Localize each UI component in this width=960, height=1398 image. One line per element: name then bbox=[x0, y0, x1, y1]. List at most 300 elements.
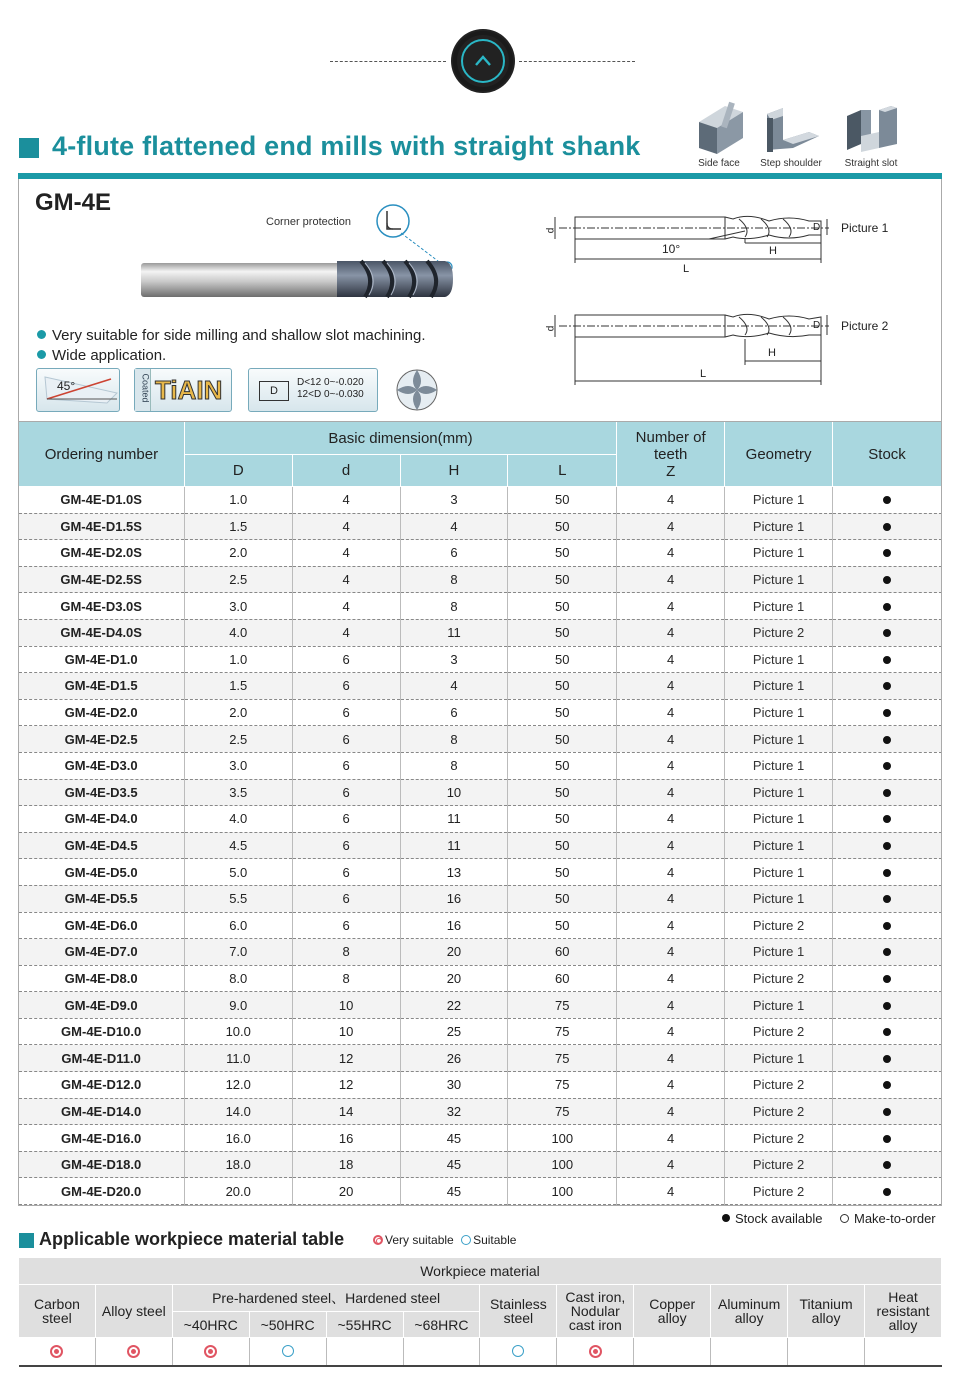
dim-d-cell: 6 bbox=[292, 806, 400, 833]
ordering-number-cell: GM-4E-D16.0 bbox=[19, 1125, 185, 1152]
stock-available-icon bbox=[883, 975, 891, 983]
teeth-count-cell: 4 bbox=[617, 992, 725, 1019]
dim-L-cell: 75 bbox=[508, 1098, 617, 1125]
table-row bbox=[19, 673, 942, 700]
table-row bbox=[19, 992, 942, 1019]
dim-H-cell: 22 bbox=[400, 992, 508, 1019]
dim-H-cell: 26 bbox=[400, 1045, 508, 1072]
geometry-cell: Picture 1 bbox=[725, 885, 833, 912]
geometry-cell: Picture 2 bbox=[725, 912, 833, 939]
teeth-count-cell: 4 bbox=[617, 1098, 725, 1125]
geometry-cell: Picture 1 bbox=[725, 1045, 833, 1072]
feature-item: Wide application. bbox=[37, 346, 426, 366]
operation-straight-slot bbox=[836, 100, 906, 169]
rating-cell bbox=[403, 1338, 480, 1366]
stock-cell bbox=[833, 487, 942, 514]
ordering-number-cell: GM-4E-D8.0 bbox=[19, 965, 185, 992]
dim-D-cell: 3.0 bbox=[184, 593, 292, 620]
teeth-count-cell: 4 bbox=[617, 885, 725, 912]
dim-L-cell: 100 bbox=[508, 1125, 617, 1152]
header-ordering: Ordering number bbox=[19, 422, 185, 487]
dim-d-cell: 6 bbox=[292, 673, 400, 700]
h-label-1: H bbox=[769, 245, 777, 257]
ordering-number-cell: GM-4E-D4.0S bbox=[19, 619, 185, 646]
dim-d-cell: 6 bbox=[292, 699, 400, 726]
big-d-label-2: D bbox=[813, 320, 821, 331]
stock-cell bbox=[833, 859, 942, 886]
dim-L-cell: 50 bbox=[508, 752, 617, 779]
stock-cell bbox=[833, 540, 942, 567]
stock-cell bbox=[833, 699, 942, 726]
stock-available-icon bbox=[883, 496, 891, 504]
dim-H-cell: 16 bbox=[400, 912, 508, 939]
dim-d-cell: 6 bbox=[292, 752, 400, 779]
dim-D-cell: 2.5 bbox=[184, 566, 292, 593]
geometry-cell: Picture 1 bbox=[725, 806, 833, 833]
operation-label: Straight slot bbox=[844, 158, 898, 169]
stock-available-icon bbox=[883, 1028, 891, 1036]
rating-cell bbox=[326, 1338, 403, 1366]
dim-D-cell: 3.0 bbox=[184, 752, 292, 779]
stock-available-icon bbox=[883, 1135, 891, 1143]
dim-d-cell: 12 bbox=[292, 1072, 400, 1099]
teeth-count-cell: 4 bbox=[617, 1072, 725, 1099]
dim-L-cell: 50 bbox=[508, 593, 617, 620]
material-rating-row bbox=[19, 1338, 942, 1366]
dim-d-cell: 6 bbox=[292, 779, 400, 806]
ordering-number-cell: GM-4E-D4.0 bbox=[19, 806, 185, 833]
model-name: GM-4E bbox=[35, 189, 112, 216]
dim-d-cell: 10 bbox=[292, 1018, 400, 1045]
dim-D-cell: 8.0 bbox=[184, 965, 292, 992]
teeth-count-cell: 4 bbox=[617, 619, 725, 646]
geometry-cell: Picture 1 bbox=[725, 646, 833, 673]
header-H: H bbox=[400, 455, 508, 487]
dim-L-cell: 50 bbox=[508, 859, 617, 886]
dim-d-cell: 8 bbox=[292, 965, 400, 992]
dim-D-cell: 6.0 bbox=[184, 912, 292, 939]
col-68hrc: ~68HRC bbox=[403, 1312, 480, 1338]
header-d: d bbox=[292, 455, 400, 487]
suitable-icon bbox=[282, 1345, 294, 1357]
geometry-cell: Picture 1 bbox=[725, 513, 833, 540]
ordering-number-cell: GM-4E-D5.0 bbox=[19, 859, 185, 886]
teeth-count-cell: 4 bbox=[617, 832, 725, 859]
dim-H-cell: 11 bbox=[400, 832, 508, 859]
dim-L-cell: 50 bbox=[508, 726, 617, 753]
geometry-cell: Picture 1 bbox=[725, 540, 833, 567]
table-row bbox=[19, 752, 942, 779]
stock-cell bbox=[833, 1098, 942, 1125]
chevron-up-icon bbox=[471, 49, 495, 73]
dim-L-cell: 50 bbox=[508, 912, 617, 939]
col-copper: Copper alloy bbox=[634, 1285, 711, 1338]
dim-H-cell: 4 bbox=[400, 513, 508, 540]
stock-cell bbox=[833, 939, 942, 966]
dim-L-cell: 50 bbox=[508, 779, 617, 806]
stock-cell bbox=[833, 779, 942, 806]
dim-H-cell: 25 bbox=[400, 1018, 508, 1045]
header-D: D bbox=[184, 455, 292, 487]
very-suitable-icon bbox=[589, 1345, 602, 1358]
geometry-cell: Picture 1 bbox=[725, 859, 833, 886]
ordering-number-cell: GM-4E-D1.0 bbox=[19, 646, 185, 673]
rating-cell bbox=[557, 1338, 634, 1366]
teeth-count-cell: 4 bbox=[617, 752, 725, 779]
ordering-number-cell: GM-4E-D10.0 bbox=[19, 1018, 185, 1045]
geometry-cell: Picture 1 bbox=[725, 487, 833, 514]
ordering-number-cell: GM-4E-D1.0S bbox=[19, 487, 185, 514]
teeth-count-cell: 4 bbox=[617, 487, 725, 514]
table-row bbox=[19, 1045, 942, 1072]
col-stainless: Stainless steel bbox=[480, 1285, 557, 1338]
end-mill-image bbox=[129, 199, 469, 329]
stock-available-icon bbox=[883, 736, 891, 744]
product-panel bbox=[18, 179, 942, 421]
stock-cell bbox=[833, 566, 942, 593]
dim-L-cell: 50 bbox=[508, 806, 617, 833]
dim-D-cell: 11.0 bbox=[184, 1045, 292, 1072]
ordering-number-cell: GM-4E-D7.0 bbox=[19, 939, 185, 966]
dim-H-cell: 8 bbox=[400, 593, 508, 620]
dim-L-cell: 100 bbox=[508, 1151, 617, 1178]
geometry-cell: Picture 2 bbox=[725, 1098, 833, 1125]
rating-cell bbox=[480, 1338, 557, 1366]
geometry-cell: Picture 2 bbox=[725, 1151, 833, 1178]
table-row bbox=[19, 912, 942, 939]
col-50hrc: ~50HRC bbox=[249, 1312, 326, 1338]
table-row bbox=[19, 566, 942, 593]
dim-D-cell: 1.5 bbox=[184, 513, 292, 540]
dim-H-cell: 20 bbox=[400, 965, 508, 992]
dim-H-cell: 32 bbox=[400, 1098, 508, 1125]
dim-H-cell: 45 bbox=[400, 1151, 508, 1178]
ordering-number-cell: GM-4E-D1.5S bbox=[19, 513, 185, 540]
dim-d-cell: 10 bbox=[292, 992, 400, 1019]
col-aluminum: Aluminum alloy bbox=[711, 1285, 788, 1338]
dim-D-cell: 3.5 bbox=[184, 779, 292, 806]
stock-cell bbox=[833, 593, 942, 620]
col-titanium: Titanium alloy bbox=[788, 1285, 865, 1338]
table-row bbox=[19, 939, 942, 966]
scroll-top-button[interactable] bbox=[453, 31, 513, 91]
small-d-label-2: d bbox=[545, 325, 557, 332]
l-label-1: L bbox=[683, 263, 690, 275]
feature-item: Very suitable for side milling and shallow slot machining. bbox=[37, 326, 426, 346]
table-row bbox=[19, 593, 942, 620]
operation-label: Step shoulder bbox=[760, 158, 822, 169]
legend-stock-available: Stock available bbox=[722, 1211, 822, 1226]
dim-L-cell: 75 bbox=[508, 992, 617, 1019]
stock-cell bbox=[833, 992, 942, 1019]
suitable-icon bbox=[512, 1345, 524, 1357]
col-55hrc: ~55HRC bbox=[326, 1312, 403, 1338]
ordering-number-cell: GM-4E-D5.5 bbox=[19, 885, 185, 912]
dim-L-cell: 50 bbox=[508, 673, 617, 700]
header-teeth: Number of teeth Z bbox=[617, 422, 725, 487]
operation-step-shoulder bbox=[756, 100, 826, 169]
stock-available-icon bbox=[883, 1081, 891, 1089]
ordering-number-cell: GM-4E-D18.0 bbox=[19, 1151, 185, 1178]
dim-L-cell: 60 bbox=[508, 965, 617, 992]
rating-cell bbox=[634, 1338, 711, 1366]
geometry-cell: Picture 1 bbox=[725, 566, 833, 593]
dim-D-cell: 18.0 bbox=[184, 1151, 292, 1178]
ordering-number-cell: GM-4E-D2.0S bbox=[19, 540, 185, 567]
ordering-number-cell: GM-4E-D14.0 bbox=[19, 1098, 185, 1125]
table-row bbox=[19, 779, 942, 806]
dim-H-cell: 3 bbox=[400, 487, 508, 514]
table-row bbox=[19, 726, 942, 753]
ordering-number-cell: GM-4E-D3.0S bbox=[19, 593, 185, 620]
teeth-count-cell: 4 bbox=[617, 646, 725, 673]
dim-D-cell: 1.0 bbox=[184, 487, 292, 514]
col-alloy-steel: Alloy steel bbox=[95, 1285, 172, 1338]
header-L: L bbox=[508, 455, 617, 487]
ordering-number-cell: GM-4E-D2.5 bbox=[19, 726, 185, 753]
dim-H-cell: 45 bbox=[400, 1178, 508, 1205]
dim-d-cell: 18 bbox=[292, 1151, 400, 1178]
dim-D-cell: 2.5 bbox=[184, 726, 292, 753]
geometry-cell: Picture 1 bbox=[725, 752, 833, 779]
header-stock: Stock bbox=[833, 422, 942, 487]
teeth-count-cell: 4 bbox=[617, 779, 725, 806]
geometry-cell: Picture 2 bbox=[725, 1125, 833, 1152]
stock-available-icon bbox=[883, 948, 891, 956]
table-row bbox=[19, 1125, 942, 1152]
dim-H-cell: 16 bbox=[400, 885, 508, 912]
material-title: Applicable workpiece material table bbox=[39, 1229, 345, 1249]
teeth-count-cell: 4 bbox=[617, 912, 725, 939]
dim-D-cell: 5.5 bbox=[184, 885, 292, 912]
teeth-count-cell: 4 bbox=[617, 859, 725, 886]
table-row bbox=[19, 859, 942, 886]
table-row bbox=[19, 1178, 942, 1205]
table-row bbox=[19, 487, 942, 514]
teeth-count-cell: 4 bbox=[617, 1125, 725, 1152]
stock-available-icon bbox=[883, 762, 891, 770]
big-d-label-1: D bbox=[813, 222, 821, 233]
geometry-cell: Picture 2 bbox=[725, 619, 833, 646]
stock-available-icon bbox=[883, 1055, 891, 1063]
rating-cell bbox=[788, 1338, 865, 1366]
col-carbon-steel: Carbon steel bbox=[19, 1285, 96, 1338]
ordering-number-cell: GM-4E-D11.0 bbox=[19, 1045, 185, 1072]
table-row bbox=[19, 1072, 942, 1099]
geometry-cell: Picture 1 bbox=[725, 593, 833, 620]
teeth-count-cell: 4 bbox=[617, 540, 725, 567]
dim-H-cell: 30 bbox=[400, 1072, 508, 1099]
ordering-number-cell: GM-4E-D3.5 bbox=[19, 779, 185, 806]
dim-H-cell: 20 bbox=[400, 939, 508, 966]
dim-H-cell: 4 bbox=[400, 673, 508, 700]
dim-d-cell: 8 bbox=[292, 939, 400, 966]
stock-available-icon bbox=[883, 922, 891, 930]
dim-d-cell: 12 bbox=[292, 1045, 400, 1072]
col-hardened-group: Pre-hardened steel、Hardened steel bbox=[172, 1285, 480, 1312]
dim-H-cell: 13 bbox=[400, 859, 508, 886]
header-workpiece-material: Workpiece material bbox=[19, 1258, 942, 1285]
dim-H-cell: 11 bbox=[400, 806, 508, 833]
material-title-marker bbox=[19, 1233, 34, 1248]
ordering-number-cell: GM-4E-D9.0 bbox=[19, 992, 185, 1019]
dim-d-cell: 20 bbox=[292, 1178, 400, 1205]
dim-L-cell: 75 bbox=[508, 1045, 617, 1072]
dim-H-cell: 6 bbox=[400, 540, 508, 567]
table-row bbox=[19, 513, 942, 540]
stock-cell bbox=[833, 1072, 942, 1099]
dim-L-cell: 50 bbox=[508, 885, 617, 912]
rating-cell bbox=[172, 1338, 249, 1366]
geometry-cell: Picture 2 bbox=[725, 1178, 833, 1205]
stock-cell bbox=[833, 646, 942, 673]
dim-d-cell: 6 bbox=[292, 912, 400, 939]
operation-side-face bbox=[684, 100, 754, 169]
very-suitable-icon bbox=[50, 1345, 63, 1358]
rating-cell bbox=[19, 1338, 96, 1366]
dim-D-cell: 20.0 bbox=[184, 1178, 292, 1205]
dim-H-cell: 8 bbox=[400, 726, 508, 753]
dim-H-cell: 10 bbox=[400, 779, 508, 806]
stock-available-icon bbox=[883, 842, 891, 850]
dim-L-cell: 50 bbox=[508, 699, 617, 726]
stock-available-icon bbox=[883, 523, 891, 531]
stock-cell bbox=[833, 752, 942, 779]
stock-available-icon bbox=[883, 895, 891, 903]
dim-d-cell: 4 bbox=[292, 566, 400, 593]
teeth-count-cell: 4 bbox=[617, 939, 725, 966]
stock-available-icon bbox=[883, 789, 891, 797]
very-suitable-icon bbox=[127, 1345, 140, 1358]
stock-cell bbox=[833, 832, 942, 859]
very-suitable-icon bbox=[204, 1345, 217, 1358]
dim-L-cell: 100 bbox=[508, 1178, 617, 1205]
table-row bbox=[19, 619, 942, 646]
dim-D-cell: 1.5 bbox=[184, 673, 292, 700]
dim-D-cell: 9.0 bbox=[184, 992, 292, 1019]
table-row bbox=[19, 646, 942, 673]
dim-D-cell: 5.0 bbox=[184, 859, 292, 886]
stock-cell bbox=[833, 619, 942, 646]
dim-H-cell: 6 bbox=[400, 699, 508, 726]
suitable-icon bbox=[461, 1235, 471, 1245]
col-cast-iron: Cast iron, Nodular cast iron bbox=[557, 1285, 634, 1338]
dim-L-cell: 50 bbox=[508, 646, 617, 673]
dim-d-cell: 4 bbox=[292, 619, 400, 646]
dim-d-cell: 4 bbox=[292, 593, 400, 620]
stock-cell bbox=[833, 673, 942, 700]
rating-cell bbox=[711, 1338, 788, 1366]
side-face-icon bbox=[691, 100, 747, 156]
teeth-count-cell: 4 bbox=[617, 806, 725, 833]
stock-available-icon bbox=[883, 1108, 891, 1116]
very-suitable-icon bbox=[373, 1235, 383, 1245]
teeth-count-cell: 4 bbox=[617, 1045, 725, 1072]
title-marker bbox=[19, 138, 39, 158]
dim-D-cell: 14.0 bbox=[184, 1098, 292, 1125]
table-row bbox=[19, 885, 942, 912]
stock-available-icon bbox=[883, 682, 891, 690]
dim-H-cell: 11 bbox=[400, 619, 508, 646]
helix-angle-badge: 45° bbox=[36, 368, 120, 412]
teeth-count-cell: 4 bbox=[617, 566, 725, 593]
small-d-label-1: d bbox=[545, 227, 557, 234]
page-title: 4-flute flattened end mills with straight shank bbox=[52, 131, 641, 161]
teeth-count-cell: 4 bbox=[617, 1018, 725, 1045]
ordering-number-cell: GM-4E-D2.0 bbox=[19, 699, 185, 726]
dim-L-cell: 60 bbox=[508, 939, 617, 966]
feature-list bbox=[37, 326, 426, 366]
dim-L-cell: 50 bbox=[508, 619, 617, 646]
dim-D-cell: 16.0 bbox=[184, 1125, 292, 1152]
picture-2-label: Picture 2 bbox=[841, 319, 889, 333]
spec-table bbox=[18, 421, 942, 1205]
geometry-cell: Picture 1 bbox=[725, 992, 833, 1019]
dim-D-cell: 10.0 bbox=[184, 1018, 292, 1045]
stock-available-icon bbox=[883, 576, 891, 584]
ordering-number-cell: GM-4E-D6.0 bbox=[19, 912, 185, 939]
stock-available-icon bbox=[883, 1188, 891, 1196]
step-shoulder-icon bbox=[761, 100, 821, 156]
rating-cell bbox=[95, 1338, 172, 1366]
stock-available-icon bbox=[883, 1002, 891, 1010]
header-basic-dimension: Basic dimension(mm) bbox=[184, 422, 616, 455]
rating-cell bbox=[249, 1338, 326, 1366]
dim-d-cell: 4 bbox=[292, 487, 400, 514]
dim-D-cell: 12.0 bbox=[184, 1072, 292, 1099]
table-row bbox=[19, 965, 942, 992]
teeth-count-cell: 4 bbox=[617, 965, 725, 992]
teeth-count-cell: 4 bbox=[617, 1151, 725, 1178]
l-label-2: L bbox=[700, 368, 707, 380]
dim-d-cell: 6 bbox=[292, 646, 400, 673]
teeth-count-cell: 4 bbox=[617, 513, 725, 540]
dim-D-cell: 1.0 bbox=[184, 646, 292, 673]
geometry-cell: Picture 1 bbox=[725, 699, 833, 726]
divider-left bbox=[330, 61, 446, 62]
straight-slot-icon bbox=[841, 100, 901, 156]
table-row bbox=[19, 806, 942, 833]
divider-right bbox=[519, 61, 635, 62]
dim-L-cell: 50 bbox=[508, 566, 617, 593]
col-heat-resistant: Heat resistant alloy bbox=[865, 1285, 942, 1338]
geometry-cell: Picture 1 bbox=[725, 673, 833, 700]
dim-L-cell: 75 bbox=[508, 1018, 617, 1045]
stock-available-icon bbox=[883, 815, 891, 823]
ordering-number-cell: GM-4E-D2.5S bbox=[19, 566, 185, 593]
stock-available-icon bbox=[883, 629, 891, 637]
dim-D-cell: 2.0 bbox=[184, 699, 292, 726]
stock-cell bbox=[833, 1178, 942, 1205]
material-table bbox=[18, 1257, 942, 1367]
tolerance-badge: D D<12 0~-0.020 12<D 0~-0.030 bbox=[248, 368, 378, 412]
table-row bbox=[19, 540, 942, 567]
col-40hrc: ~40HRC bbox=[172, 1312, 249, 1338]
stock-cell bbox=[833, 1045, 942, 1072]
stock-cell bbox=[833, 1125, 942, 1152]
dim-H-cell: 8 bbox=[400, 566, 508, 593]
dim-D-cell: 7.0 bbox=[184, 939, 292, 966]
ordering-number-cell: GM-4E-D4.5 bbox=[19, 832, 185, 859]
dim-D-cell: 2.0 bbox=[184, 540, 292, 567]
h-label-2: H bbox=[768, 347, 776, 359]
stock-available-icon bbox=[883, 1161, 891, 1169]
table-row bbox=[19, 832, 942, 859]
dim-H-cell: 8 bbox=[400, 752, 508, 779]
angle-label: 10° bbox=[662, 242, 681, 256]
corner-protection-label: Corner protection bbox=[266, 216, 351, 228]
dim-D-cell: 4.0 bbox=[184, 806, 292, 833]
